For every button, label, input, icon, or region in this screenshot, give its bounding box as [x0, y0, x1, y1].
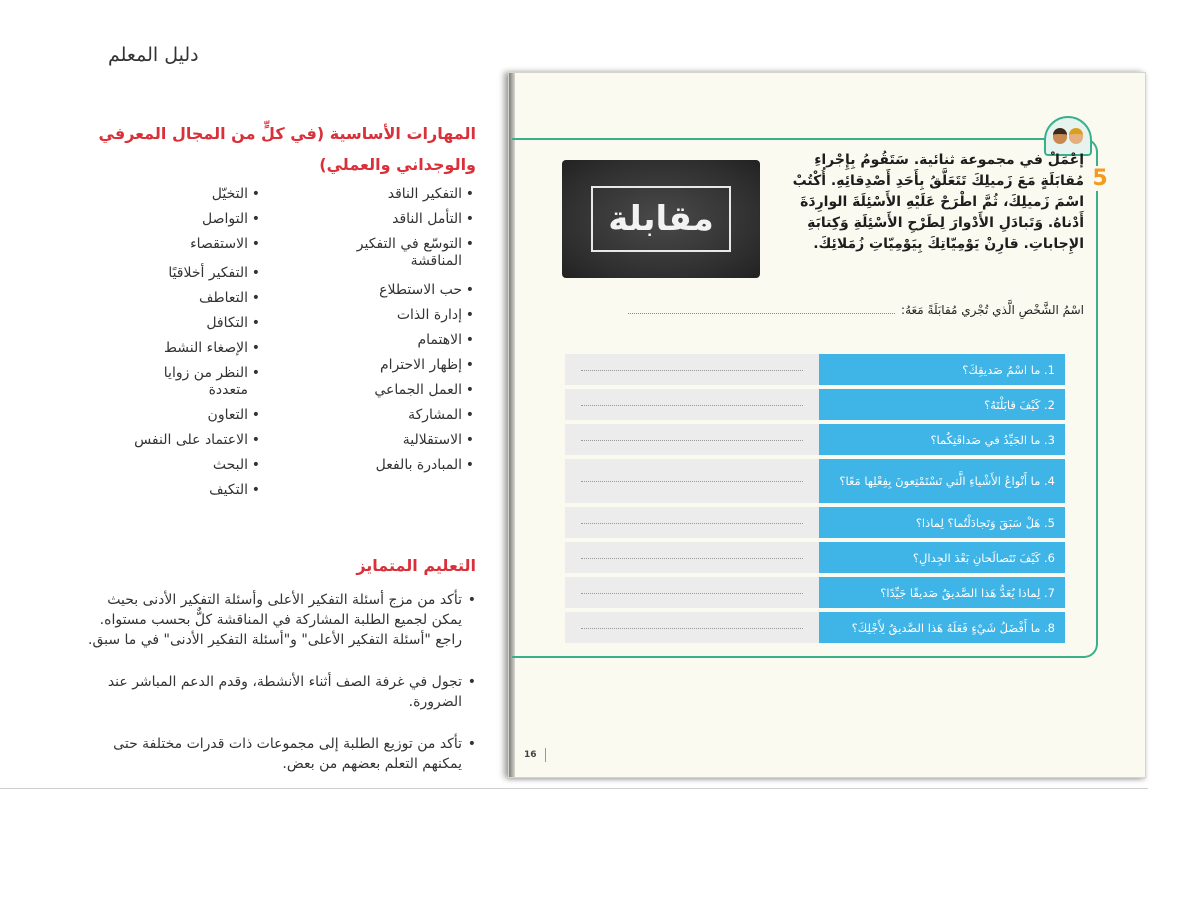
skill-item: • التواصل	[120, 211, 260, 228]
page-footer	[524, 748, 546, 762]
skill-item: • التفكير أخلاقيًا	[120, 265, 260, 282]
skill-item: • النظر من زوايا متعددة	[120, 365, 260, 399]
student-face-icon	[1053, 128, 1067, 144]
skill-item: • البحث	[120, 457, 260, 474]
question-cell: 5. هَلْ سَبَقَ وَتَجادَلْتُما؟ لِماذا؟	[819, 507, 1065, 538]
answer-blank[interactable]	[565, 459, 819, 503]
skill-item: • التوسّع في التفكير المناقشة	[326, 236, 474, 270]
skills-section	[78, 118, 476, 586]
skills-column-left	[120, 186, 260, 507]
chalkboard-image	[562, 160, 760, 278]
chalkboard-word: مقابلة	[591, 186, 731, 252]
skill-item: • إظهار الاحترام	[326, 357, 474, 374]
question-row	[565, 389, 1065, 420]
footer-divider	[545, 748, 546, 762]
answer-blank[interactable]	[565, 424, 819, 455]
question-row	[565, 507, 1065, 538]
differentiation-list	[78, 590, 476, 796]
answer-blank[interactable]	[565, 577, 819, 608]
skills-section-title: المهارات الأساسية (في كلٍّ من المجال المعرفي والوجداني والعملي)	[98, 124, 476, 174]
answer-blank[interactable]	[565, 507, 819, 538]
name-blank-line[interactable]	[628, 305, 895, 314]
question-cell: 8. ما أَفْضَلُ شَيْءٍ فَعَلَهُ هَذا الصَّديقُ لِأَجْلِكَ؟	[819, 612, 1065, 643]
activity-instructions: إعْمَلْ في مجموعة ثنائية. سَتَقُومُ بِإِجْراءِ مُقابَلَةٍ مَعَ زَميلِكَ تَتَعَلَّقُ بِأَحَدِ أَصْدِقائِهِ. أُكْتُبْ اسْمَ زَميلِكَ، ثُمَّ اطْرَحْ عَلَيْهِ الأَسْئِلَةَ الوارِدَةَ أَدْناهُ. وَتَبادَلِ الأَدْوارَ لِطَرْحِ الأَسْئِلَةِ وَكِتابَةِ الإِجاباتِ. قارِنْ يَوْمِيّاتِكَ بِيَوْمِيّاتِ زُمَلائِكَ.	[792, 152, 1084, 252]
student-face-icon	[1069, 128, 1083, 144]
answer-blank[interactable]	[565, 354, 819, 385]
skill-item: • الاهتمام	[326, 332, 474, 349]
question-row	[565, 424, 1065, 455]
answer-blank[interactable]	[565, 389, 819, 420]
skills-column-right	[326, 186, 474, 482]
differentiation-title: التعليم المتمايز	[356, 556, 476, 575]
skill-item: • التأمل الناقد	[326, 211, 474, 228]
skill-item: • التعاطف	[120, 290, 260, 307]
question-cell: 3. ما الجَيِّدُ في صَداقَتِكُما؟	[819, 424, 1065, 455]
skill-item: • التفكير الناقد	[326, 186, 474, 203]
question-row	[565, 542, 1065, 573]
skill-item: • التخيّل	[120, 186, 260, 203]
interviewee-name-field[interactable]	[628, 303, 1084, 317]
skill-item: • الاستقصاء	[120, 236, 260, 253]
skill-item: • المشاركة	[326, 407, 474, 424]
activity-number: 5	[1088, 166, 1112, 191]
skill-item: • العمل الجماعي	[326, 382, 474, 399]
differentiation-item: • تأكد من توزيع الطلبة إلى مجموعات ذات قدرات مختلفة حتى يمكنهم التعلم بعضهم من بعض.	[78, 734, 476, 774]
skill-item: • حب الاستطلاع	[326, 282, 474, 299]
answer-blank[interactable]	[565, 612, 819, 643]
question-cell: 6. كَيْفَ تَتَصالَحانِ بَعْدَ الجِدالِ؟	[819, 542, 1065, 573]
interview-questions-table	[565, 354, 1065, 647]
skills-list	[78, 186, 476, 586]
skill-item: • إدارة الذات	[326, 307, 474, 324]
viewer-bottom-divider	[0, 788, 1148, 789]
skill-item: • التعاون	[120, 407, 260, 424]
page-number: 16	[524, 750, 537, 760]
skill-item: • المبادرة بالفعل	[326, 457, 474, 474]
differentiation-item: • تجول في غرفة الصف أثناء الأنشطة، وقدم الدعم المباشر عند الضرورة.	[78, 672, 476, 712]
skill-item: • التكافل	[120, 315, 260, 332]
name-prompt-label: اسْمُ الشَّخْصِ الَّذي تُجْري مُقابَلَةً مَعَهُ:	[901, 303, 1084, 317]
question-cell: 2. كَيْفَ قابَلْتَهُ؟	[819, 389, 1065, 420]
question-cell: 4. ما أَنْواعُ الأَشْياءِ الَّتي تَسْتَمْتِعونَ بِفِعْلِها مَعًا؟	[819, 459, 1065, 503]
skill-item: • الاستقلالية	[326, 432, 474, 449]
question-cell: 1. ما اسْمُ صَديقِكَ؟	[819, 354, 1065, 385]
question-row	[565, 612, 1065, 643]
question-row	[565, 354, 1065, 385]
question-cell: 7. لِماذا يُعَدُّ هَذا الصَّديقُ صَديقًا جَيِّدًا؟	[819, 577, 1065, 608]
differentiation-item: • تأكد من مزج أسئلة التفكير الأعلى وأسئلة التفكير الأدنى بحيث يمكن لجميع الطلبة المشاركة في المناقشة كلٌّ بحسب مستواه. راجع "أسئلة التفكير الأعلى" و"أسئلة التفكير الأدنى" في ما سبق.	[78, 590, 476, 650]
skill-item: • الإصغاء النشط	[120, 340, 260, 357]
skill-item: • الاعتماد على النفس	[120, 432, 260, 449]
question-row	[565, 459, 1065, 503]
guide-title: دليل المعلم	[108, 44, 199, 66]
answer-blank[interactable]	[565, 542, 819, 573]
question-row	[565, 577, 1065, 608]
skill-item: • التكيف	[120, 482, 260, 499]
